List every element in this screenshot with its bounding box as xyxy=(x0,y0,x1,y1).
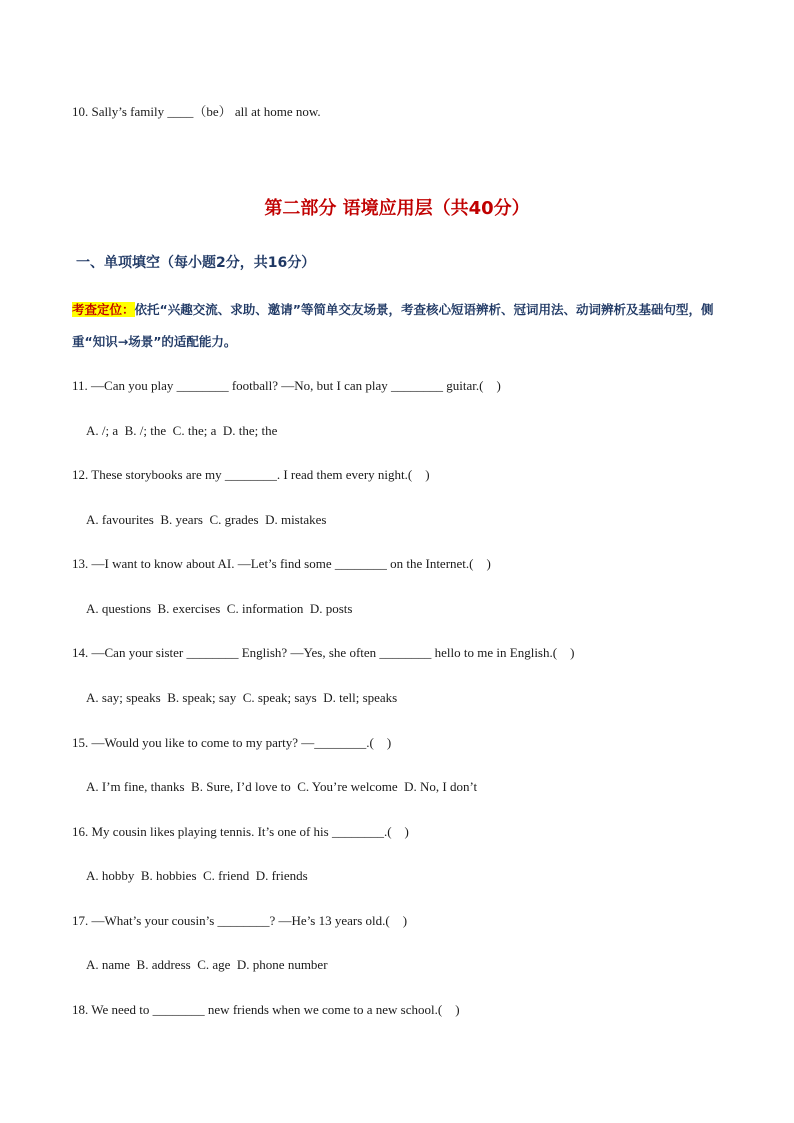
question-11-options: A. /; a B. /; the C. the; a D. the; the xyxy=(86,423,278,438)
focus-tag: 考查定位： xyxy=(72,302,135,317)
question-10: 10. Sally’s family ____（be） all at home now. xyxy=(72,104,321,119)
question-15-options: A. I’m fine, thanks B. Sure, I’d love to C. You’re welcome D. No, I don’t xyxy=(86,779,478,794)
question-18-stem: 18. We need to ________ new friends when we come to a new school.( ) xyxy=(72,1002,460,1017)
question-14-options: A. say; speaks B. speak; say C. speak; says D. tell; speaks xyxy=(86,690,398,705)
focus-text: 依托“兴趣交流、求助、邀请”等简单交友场景，考查核心短语辨析、冠词用法、动词辨析及基础句型，侧重“知识→场景”的适配能力。 xyxy=(72,302,714,349)
question-13-options: A. questions B. exercises C. information D. posts xyxy=(86,601,353,616)
question-17-options: A. name B. address C. age D. phone number xyxy=(86,957,328,972)
part-title: 第二部分 语境应用层（共40分） xyxy=(264,198,530,219)
question-11-stem: 11. —Can you play ________ football? —No, but I can play ________ guitar.( ) xyxy=(72,378,501,393)
question-17-stem: 17. —What’s your cousin’s ________? —He’s 13 years old.( ) xyxy=(72,913,408,928)
question-16-options: A. hobby B. hobbies C. friend D. friends xyxy=(86,868,308,883)
question-13-stem: 13. —I want to know about AI. —Let’s find some ________ on the Internet.( ) xyxy=(72,556,491,571)
question-16-stem: 16. My cousin likes playing tennis. It’s one of his ________.( ) xyxy=(72,824,409,839)
section-title: 一、单项填空（每小题2分，共16分） xyxy=(76,255,316,271)
question-12-stem: 12. These storybooks are my ________. I read them every night.( ) xyxy=(72,467,430,482)
question-15-stem: 15. —Would you like to come to my party? —________.( ) xyxy=(72,735,392,750)
question-12-options: A. favourites B. years C. grades D. mistakes xyxy=(86,512,327,527)
question-14-stem: 14. —Can your sister ________ English? —Yes, she often ________ hello to me in English.( ) xyxy=(72,645,575,660)
focus-paragraph xyxy=(72,294,722,358)
